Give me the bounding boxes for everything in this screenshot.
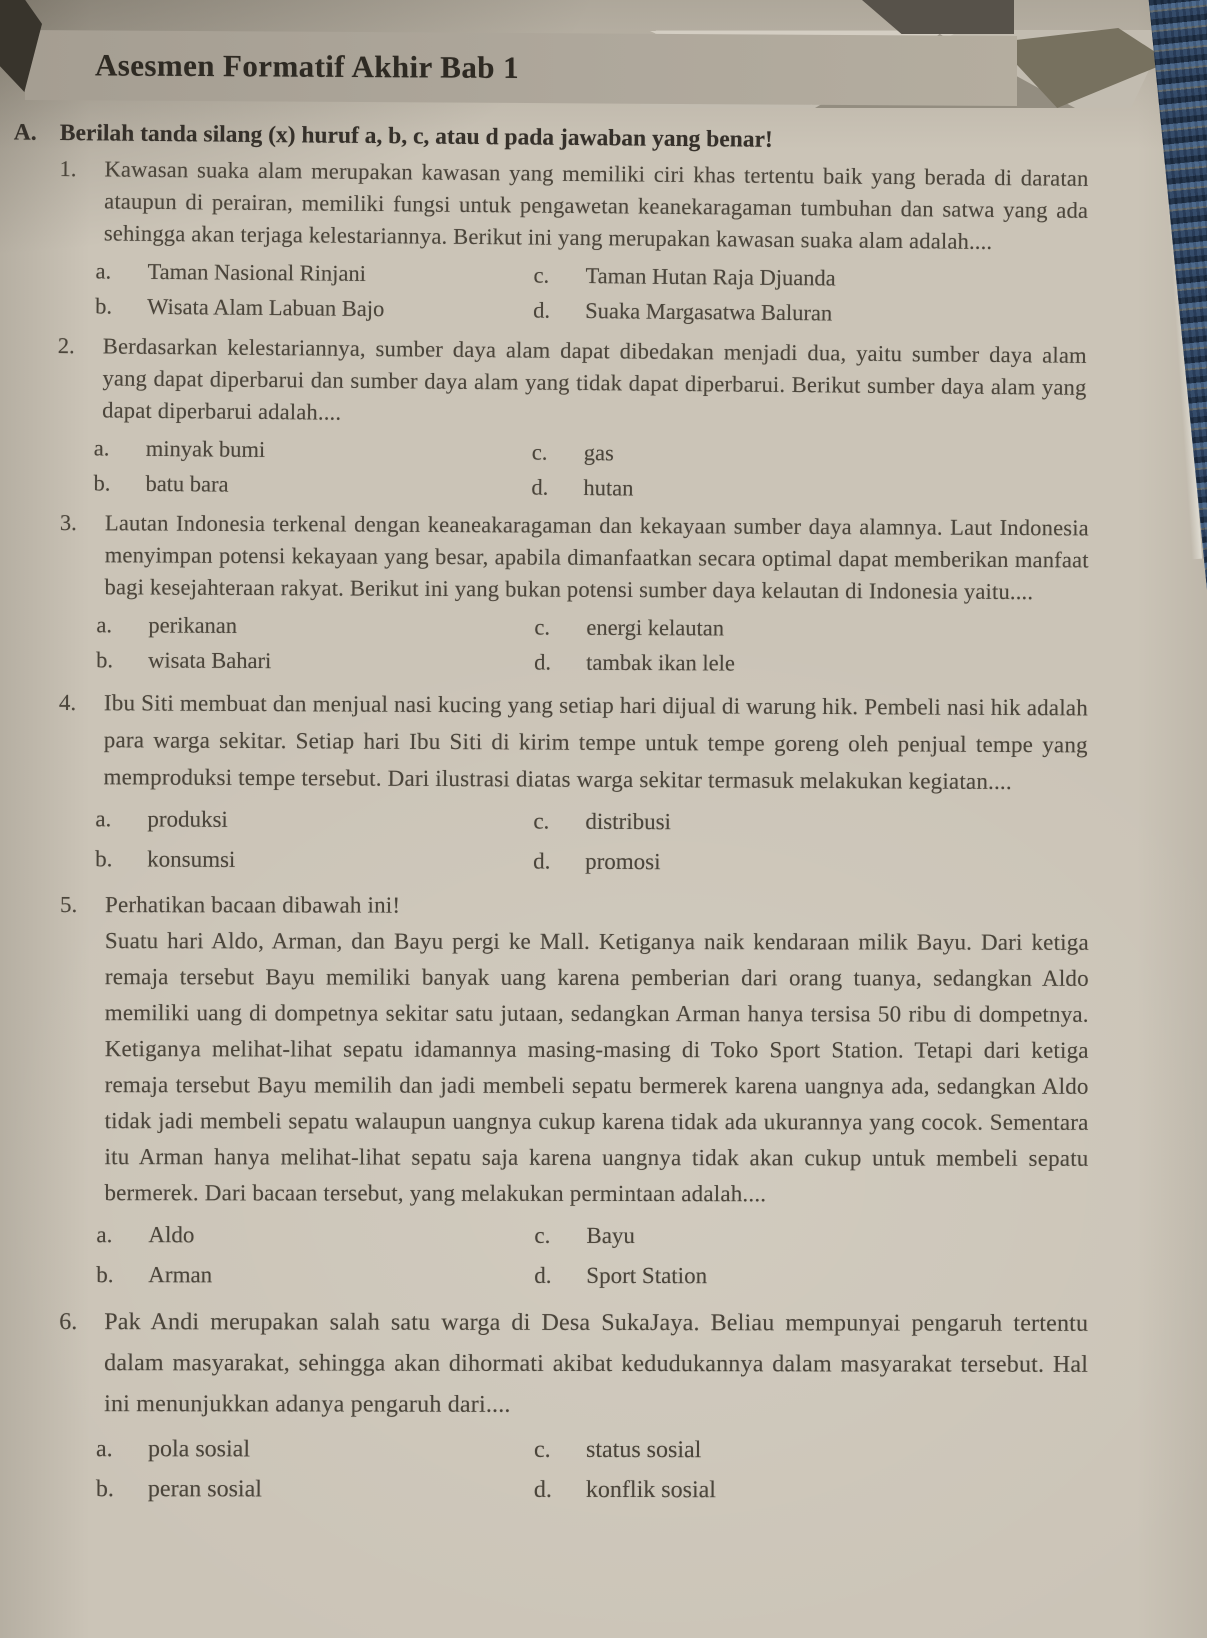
option-d xyxy=(534,1471,1088,1510)
option-letter: d. xyxy=(534,1262,552,1288)
option-letter: d. xyxy=(534,649,552,675)
option-text: Taman Hutan Raja Djuanda xyxy=(585,263,836,291)
options-grid xyxy=(95,254,1088,332)
question-number: 5. xyxy=(59,892,78,918)
question-number: 3. xyxy=(59,509,77,536)
options-grid xyxy=(95,800,1087,883)
question-4 xyxy=(58,684,1088,885)
question-number: 6. xyxy=(59,1308,78,1336)
section-instruction xyxy=(14,120,1089,157)
option-letter: b. xyxy=(95,846,113,872)
option-d xyxy=(533,842,1087,883)
question-text: Kawasan suaka alam merupakan kawasan yang memiliki ciri khas tertentu baik yang berada di daratan ataupun di perairan, memiliki fungsi untuk pengawetan keanekaragaman tumbuhan dan satwa yang ada sehingga akan terjaga kelestariannya. Berikut ini yang merupakan kawasan suaka alam adalah.... xyxy=(103,156,1089,254)
question-number: 2. xyxy=(57,332,75,359)
option-a xyxy=(96,1216,534,1255)
option-text: Aldo xyxy=(148,1222,195,1248)
option-text: Suaka Margasatwa Baluran xyxy=(585,298,833,326)
question-2 xyxy=(56,330,1087,511)
option-text: pola sosial xyxy=(147,1436,251,1463)
options-grid xyxy=(96,1430,1088,1510)
option-letter: c. xyxy=(533,1436,551,1463)
option-text: Sport Station xyxy=(586,1262,708,1289)
option-letter: a. xyxy=(93,435,110,461)
option-letter: b. xyxy=(96,647,114,673)
option-a xyxy=(94,431,532,468)
option-letter: a. xyxy=(95,806,112,832)
question-number: 1. xyxy=(59,155,77,182)
option-c xyxy=(534,1431,1088,1470)
instruction-text: Berilah tanda silang (x) huruf a, b, c, atau d pada jawaban yang benar! xyxy=(59,120,773,153)
option-text: minyak bumi xyxy=(145,435,266,462)
option-text: batu bara xyxy=(145,470,229,497)
option-letter: b. xyxy=(95,1476,114,1503)
option-c xyxy=(534,1217,1088,1256)
option-a xyxy=(95,800,533,840)
option-b xyxy=(93,466,531,503)
option-letter: c. xyxy=(534,1222,551,1248)
question-number: 4. xyxy=(58,689,77,716)
option-text: konsumsi xyxy=(147,846,236,872)
option-letter: c. xyxy=(533,262,550,288)
question-text: Perhatikan bacaan dibawah ini! xyxy=(104,892,401,918)
option-d xyxy=(533,294,1087,332)
option-text: Arman xyxy=(148,1262,213,1288)
option-letter: a. xyxy=(95,1436,113,1463)
option-text: wisata Bahari xyxy=(148,647,272,674)
option-text: promosi xyxy=(585,848,661,875)
option-text: konflik sosial xyxy=(585,1476,716,1504)
option-text: peran sosial xyxy=(147,1476,262,1503)
option-text: Taman Nasional Rinjani xyxy=(147,258,367,286)
option-letter: a. xyxy=(96,612,113,638)
option-text: distribusi xyxy=(585,808,672,835)
chapter-header xyxy=(0,0,1207,112)
option-b xyxy=(96,643,534,678)
option-text: perikanan xyxy=(148,612,238,638)
option-a xyxy=(96,1430,534,1469)
option-letter: d. xyxy=(533,1476,552,1503)
option-letter: d. xyxy=(533,848,551,874)
option-letter: b. xyxy=(95,293,113,319)
deco-poly-top-dark xyxy=(862,0,1014,34)
option-text: Wisata Alam Labuan Bajo xyxy=(147,293,385,322)
option-text: produksi xyxy=(147,806,228,832)
option-b xyxy=(95,840,533,880)
option-c xyxy=(533,259,1087,297)
option-letter: c. xyxy=(534,614,551,640)
option-text: hutan xyxy=(583,475,634,501)
option-text: Bayu xyxy=(586,1222,635,1249)
title-band xyxy=(25,30,1017,106)
option-text: tambak ikan lele xyxy=(586,649,735,676)
option-text: gas xyxy=(583,440,614,466)
question-1 xyxy=(58,153,1089,334)
option-a xyxy=(95,254,533,291)
option-text: energi kelautan xyxy=(586,614,725,641)
option-letter: a. xyxy=(96,1222,113,1248)
question-5 xyxy=(59,886,1089,1298)
option-a xyxy=(96,608,534,643)
option-letter: a. xyxy=(95,258,112,284)
option-letter: b. xyxy=(93,470,111,496)
question-text: Ibu Siti membuat dan menjual nasi kucing yang setiap hari dijual di warung hik. Pembeli nasi hik adalah para warga sekitar. Setiap hari Ibu Siti di kirim tempe untuk tempe goreng oleh penjual tempe yang memproduksi tempe tersebut. Dari ilustrasi diatas warga sekitar termasuk melakukan kegiatan.... xyxy=(103,690,1089,794)
option-letter: c. xyxy=(533,808,550,834)
question-text: Berdasarkan kelestariannya, sumber daya alam dapat dibedakan menjadi dua, yaitu sumber daya alam yang dapat diperbarui dan sumber daya alam yang tidak dapat diperbarui. Berikut sumber daya alam yang dapat diperbarui adalah.... xyxy=(102,333,1087,425)
option-c xyxy=(534,610,1088,646)
option-d xyxy=(534,645,1088,681)
options-grid xyxy=(96,608,1088,681)
page-title: Asesmen Formatif Akhir Bab 1 xyxy=(95,47,519,85)
options-grid xyxy=(96,1216,1088,1296)
options-grid xyxy=(93,431,1086,509)
option-d xyxy=(531,471,1085,509)
option-text: status sosial xyxy=(585,1436,702,1464)
option-letter: d. xyxy=(531,474,549,500)
option-b xyxy=(96,1470,534,1509)
option-letter: c. xyxy=(531,439,548,465)
option-d xyxy=(534,1257,1088,1296)
section-label: A. xyxy=(13,119,37,146)
option-letter: b. xyxy=(96,1262,114,1288)
question-text: Lautan Indonesia terkenal dengan keaneakaragaman dan kekayaan sumber daya alamnya. Laut Indonesia menyimpan potensi kekayaan yang besar, apabila dimanfaatkan secara optimal dapat memberikan manfaat bagi kesejahteraan rakyat. Berikut ini yang bukan potensi sumber daya kelautan di Indonesia yaitu.... xyxy=(104,510,1089,605)
question-6 xyxy=(59,1302,1088,1512)
question-3 xyxy=(59,507,1089,683)
option-b xyxy=(95,289,533,326)
question-text: Pak Andi merupakan salah satu warga di Desa SukaJaya. Beliau mempunyai pengaruh tertentu dalam masyarakat, sehingga akan dihormati akibat kedudukannya dalam masyarakat tersebut. Hal ini menunjukkan adanya pengaruh dari.... xyxy=(104,1309,1089,1418)
option-c xyxy=(532,436,1086,474)
option-c xyxy=(533,802,1087,843)
option-letter: d. xyxy=(533,297,551,323)
question-passage: Suatu hari Aldo, Arman, dan Bayu pergi ke Mall. Ketiganya naik kendaraan milik Bayu. Dari ketiga remaja tersebut Bayu memiliki banyak uang karena pemberian dari orang tuanya, sedangkan Aldo memiliki uang di dompetnya sekitar satu jutaan, sedangkan Arman hanya tersisa 50 ribu di dompetnya. Ketiganya melihat-lihat sepatu idamannya masing-masing di Toko Sport Station. Tetapi dari ketiga remaja tersebut Bayu memilih dan jadi membeli sepatu bermerek karena uangnya ada, sedangkan Aldo tidak jadi membeli sepatu walaupun uangnya cukup karena tidak ada ukurannya yang cocok. Sementara itu Arman hanya melihat-lihat sepatu saja karena uangnya tidak akan cukup untuk membeli sepatu bermerek. Dari bacaan tersebut, yang melakukan permintaan adalah.... xyxy=(104,928,1089,1207)
option-b xyxy=(96,1256,534,1295)
